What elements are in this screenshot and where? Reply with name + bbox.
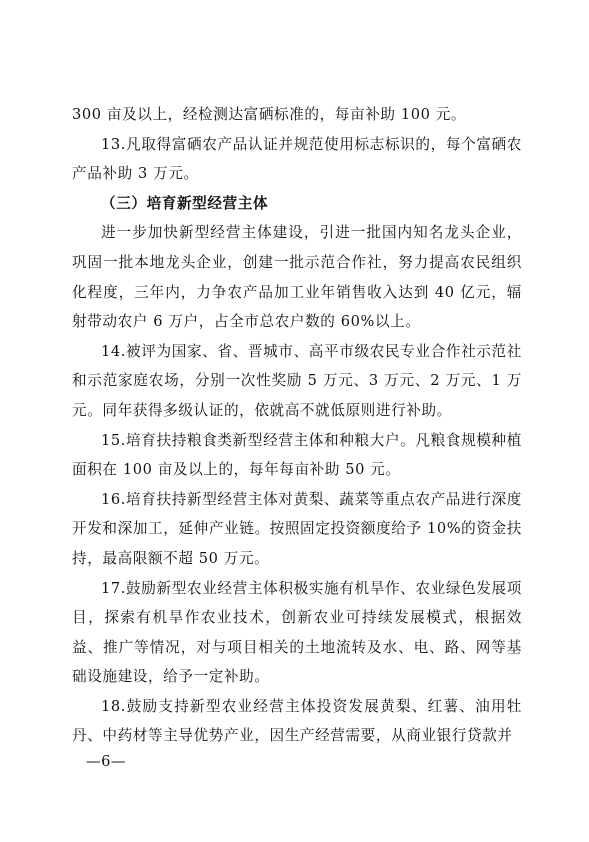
paragraph-item-14: 14.被评为国家、省、晋城市、高平市级农民专业合作社示范社和示范家庭农场，分别一次性奖励 5 万元、3 万元、2 万元、1 万元。同年获得多级认证的，依就高不就低原则进行补助。	[72, 342, 522, 419]
paragraph-intro: 进一步加快新型经营主体建设，引进一批国内知名龙头企业，巩固一批本地龙头企业，创建一批示范合作社，努力提高农民组织化程度，三年内，力争农产品加工业年销售收入达到 40 亿元，辐射带动农户 6 万户，占全市总农户数的 60%以上。	[72, 224, 522, 331]
paragraph-continuation: 300 亩及以上，经检测达富硒标准的，每亩补助 100 元。	[72, 106, 467, 123]
section-heading: （三）培育新型经营主体	[101, 194, 269, 212]
paragraph-item-18: 18.鼓励支持新型农业经营主体投资发展黄梨、红薯、油用牡丹、中药材等主导优势产业，因生产经营需要，从商业银行贷款并	[72, 697, 522, 745]
page-number: —6—	[86, 753, 126, 770]
paragraph-item-17: 17.鼓励新型农业经营主体积极实施有机旱作、农业绿色发展项目，探索有机旱作农业技术，创新农业可持续发展模式，根据效益、推广等情况，对与项目相关的土地流转及水、电、路、网等基础设施建设，给予一定补助。	[72, 579, 522, 686]
paragraph-item-13: 13.凡取得富硒农产品认证并规范使用标志标识的，每个富硒农产品补助 3 万元。	[72, 135, 522, 183]
paragraph-item-16: 16.培育扶持新型经营主体对黄梨、蔬菜等重点农产品进行深度开发和深加工，延伸产业链。按照固定投资额度给予 10%的资金扶持，最高限额不超 50 万元。	[72, 490, 522, 567]
paragraph-item-15: 15.培育扶持粮食类新型经营主体和种粮大户。凡粮食规模种植面积在 100 亩及以上的，每年每亩补助 50 元。	[72, 431, 522, 479]
document-body	[72, 100, 522, 751]
